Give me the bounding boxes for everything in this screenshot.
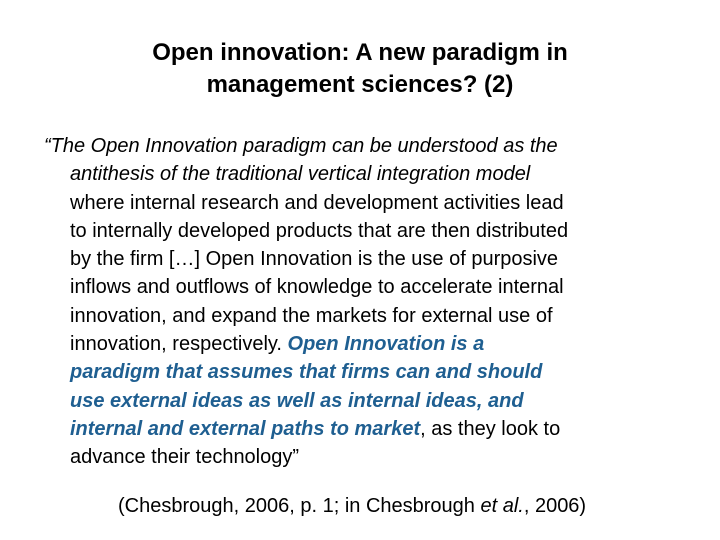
quote-line-12: advance their technology” xyxy=(70,446,300,469)
quote-line-5: by the firm […] Open Innovation is the use of purposive xyxy=(70,248,559,271)
quote-emphasis-start: Open Innovation is a xyxy=(287,333,485,356)
citation-et-al: et al. xyxy=(480,495,524,517)
slide-title xyxy=(40,37,680,101)
quote-line-6: inflows and outflows of knowledge to accelerate internal xyxy=(70,276,564,299)
citation-part-3: , 2006) xyxy=(523,495,587,517)
quote-line-8-plain: innovation, respectively. xyxy=(70,333,288,356)
quote-line-11-plain: , as they look to xyxy=(420,417,561,440)
quote-emphasis-line-9: paradigm that assumes that firms can and should xyxy=(70,361,543,384)
quote-line-8 xyxy=(44,330,684,358)
quote-block xyxy=(44,132,684,472)
quote-line-1: “The Open Innovation paradigm can be understood as the xyxy=(44,135,558,157)
quote-emphasis-line-10: use external ideas as well as internal ideas, and xyxy=(70,389,524,412)
quote-line-2: antithesis of the traditional vertical integration model xyxy=(70,163,531,186)
title-line-2: management sciences? (2) xyxy=(206,71,514,98)
quote-emphasis-end: internal and external paths to market xyxy=(70,417,421,440)
quote-line-11 xyxy=(44,415,684,443)
title-line-1: Open innovation: A new paradigm in xyxy=(152,39,568,66)
citation xyxy=(118,492,698,520)
quote-line-7: innovation, and expand the markets for external use of xyxy=(70,304,553,327)
quote-line-3: where internal research and development activities lead xyxy=(70,191,564,214)
citation-part-1: (Chesbrough, 2006, p. 1; in Chesbrough xyxy=(118,495,481,517)
quote-line-4: to internally developed products that are then distributed xyxy=(70,219,569,242)
